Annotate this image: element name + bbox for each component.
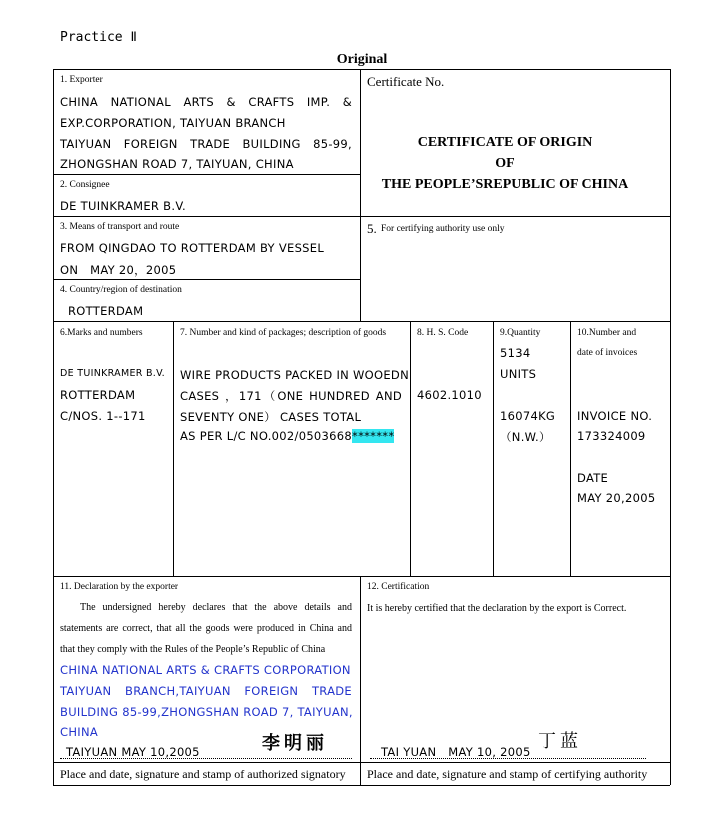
declaration-label: 11. Declaration by the exporter (60, 582, 179, 592)
exporter-signature: 李明丽 (262, 733, 328, 754)
consignee-label: 2. Consignee (60, 180, 110, 190)
invoice-no-label: INVOICE NO. (577, 409, 653, 423)
box5-number: 5. (367, 221, 377, 236)
exporter-label: 1. Exporter (60, 75, 103, 85)
hs-code-value: 4602.1010 (417, 388, 482, 402)
exporter-footer: Place and date, signature and stamp of authorized signatory (60, 767, 346, 781)
goods-line-1: WIRE PRODUCTS PACKED IN WOOEDN (180, 368, 409, 382)
invoice-date-value: MAY 20,2005 (577, 491, 656, 505)
invoice-label-line-1: 10.Number and (577, 328, 637, 338)
invoice-date-label: DATE (577, 471, 609, 485)
box5-label: For certifying authority use only (381, 224, 505, 234)
exporter-line-1: CHINA NATIONAL ARTS & CRAFTS IMP. & (60, 95, 352, 109)
certificate-title-line-2: OF (495, 156, 515, 171)
authority-signature: 丁蓝 (538, 731, 582, 752)
destination-label: 4. Country/region of destination (60, 285, 182, 295)
weight-value: 16074KG (500, 409, 556, 423)
declaration-company-line-4: CHINA (60, 725, 99, 739)
certification-label: 12. Certification (367, 582, 430, 592)
certificate-title-line-1: CERTIFICATE OF ORIGIN (417, 135, 593, 150)
authority-footer: Place and date, signature and stamp of certifying authority (367, 767, 648, 781)
weight-note: （N.W.） (500, 430, 551, 444)
exporter-line-3: TAIYUAN FOREIGN TRADE BUILDING 85-99, (60, 137, 352, 151)
exporter-line-2: EXP.CORPORATION, TAIYUAN BRANCH (60, 116, 286, 130)
marks-line-3: C/NOS. 1--171 (60, 409, 146, 423)
hs-code-label: 8. H. S. Code (417, 328, 469, 338)
marks-line-1: DE TUINKRAMER B.V. (60, 368, 165, 379)
invoice-label-line-2: date of invoices (577, 348, 638, 358)
transport-line-2: ON MAY 20，2005 (60, 263, 177, 277)
quantity-label: 9.Quantity (500, 328, 541, 338)
certificate-title-line-3: THE PEOPLE’SREPUBLIC OF CHINA (381, 177, 629, 192)
certification-text: It is hereby certified that the declaration by the export is Correct. (367, 603, 627, 614)
quantity-unit: UNITS (500, 367, 537, 381)
goods-line-2: CASES ，171（ONE HUNDRED AND (180, 389, 402, 403)
transport-line-1: FROM QINGDAO TO ROTTERDAM BY VESSEL (60, 241, 325, 255)
declaration-text: The undersigned hereby declares that the above details and statements are correct, that all the goods were produced in China and that they comply with the Rules of the People’s Republic of China (60, 602, 352, 655)
marks-line-2: ROTTERDAM (60, 388, 136, 402)
goods-line-3: SEVENTY ONE） CASES TOTAL (180, 410, 362, 424)
goods-lc-line (180, 429, 394, 443)
authority-place-date: TAI YUAN MAY 10, 2005 (381, 745, 531, 759)
certificate-number-label: Certificate No. (367, 74, 445, 89)
transport-label: 3. Means of transport and route (60, 222, 180, 232)
declaration-company-line-3: BUILDING 85-99,ZHONGSHAN ROAD 7, TAIYUAN, (60, 705, 353, 719)
lc-masked-highlight: ******* (352, 429, 395, 443)
quantity-value: 5134 (500, 346, 531, 360)
practice-heading: Practice Ⅱ (60, 30, 137, 45)
goods-label: 7. Number and kind of packages; description of goods (180, 328, 387, 338)
exporter-line-4: ZHONGSHAN ROAD 7, TAIYUAN, CHINA (60, 157, 294, 171)
declaration-company-line-2: TAIYUAN BRANCH,TAIYUAN FOREIGN TRADE (60, 684, 352, 698)
destination-value: ROTTERDAM (68, 304, 144, 318)
exporter-place-date: TAIYUAN MAY 10,2005 (66, 745, 200, 759)
original-heading: Original (336, 52, 388, 67)
lc-number: AS PER L/C NO.002/0503668 (180, 429, 353, 443)
marks-label: 6.Marks and numbers (60, 328, 143, 338)
declaration-company-line-1: CHINA NATIONAL ARTS & CRAFTS CORPORATION (60, 663, 351, 677)
invoice-no-value: 173324009 (577, 429, 646, 443)
consignee-value: DE TUINKRAMER B.V. (60, 199, 186, 213)
